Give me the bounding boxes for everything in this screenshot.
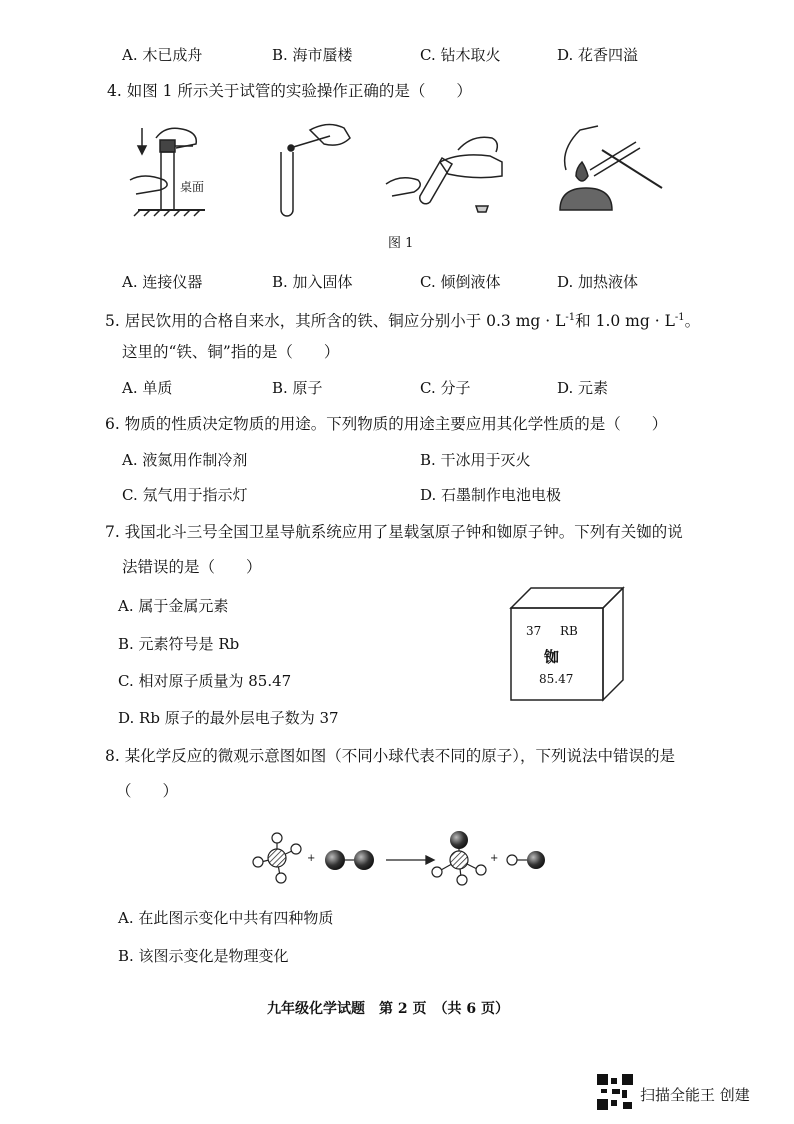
q7-option-d: D. Rb 原子的最外层电子数为 37 bbox=[118, 709, 339, 727]
q4-option-d: D. 加热液体 bbox=[557, 273, 639, 291]
q4-option-c: C. 倾倒液体 bbox=[420, 273, 501, 291]
element-number: 37 bbox=[526, 624, 542, 638]
q6-stem: 6. 物质的性质决定物质的用途。下列物质的用途主要应用其化学性质的是（ ） bbox=[105, 415, 668, 433]
q4-stem: 4. 如图 1 所示关于试管的实验操作正确的是（ ） bbox=[107, 82, 472, 100]
q8-stem-line1: 8. 某化学反应的微观示意图如图（不同小球代表不同的原子），下列说法中错误的是 bbox=[105, 747, 675, 765]
q7-stem-line1: 7. 我国北斗三号全国卫星导航系统应用了星载氢原子钟和铷原子钟。下列有关铷的说 bbox=[105, 523, 683, 541]
q6-option-c: C. 氖气用于指示灯 bbox=[122, 486, 248, 504]
reaction-arrow bbox=[386, 856, 434, 864]
q5-option-c: C. 分子 bbox=[420, 379, 471, 397]
element-symbol: RB bbox=[560, 624, 578, 638]
plus-sign-1: + bbox=[307, 853, 316, 864]
scanner-watermark: 扫描全能王 创建 bbox=[640, 1086, 750, 1104]
desk-label: 桌面 bbox=[180, 180, 205, 194]
q6-option-d: D. 石墨制作电池电极 bbox=[420, 486, 562, 504]
q8-stem-line2: （ ） bbox=[116, 782, 179, 800]
reactant-molecule-2 bbox=[325, 850, 374, 870]
element-mass: 85.47 bbox=[539, 672, 574, 686]
q4-option-a: A. 连接仪器 bbox=[122, 273, 203, 291]
q3-option-b: B. 海市蜃楼 bbox=[272, 46, 353, 64]
plus-sign-2: + bbox=[490, 853, 499, 864]
q7-stem-line2: 法错误的是（ ） bbox=[122, 558, 262, 576]
q5-stem-line1: 5. 居民饮用的合格自来水，其所含的铁、铜应分别小于 0.3 mg · $L^{-1}$和 1.0 mg · $L^{-1}$。 bbox=[105, 312, 701, 331]
qr-code-icon bbox=[597, 1074, 633, 1110]
q7-option-a: A. 属于金属元素 bbox=[118, 597, 229, 615]
figure-1-caption: 图 1 bbox=[388, 236, 414, 251]
q7-option-b: B. 元素符号是 Rb bbox=[118, 635, 240, 653]
product-molecule-2 bbox=[507, 851, 545, 869]
q3-option-c: C. 钻木取火 bbox=[420, 46, 501, 64]
product-molecule-1 bbox=[432, 831, 486, 885]
q5-option-a: A. 单质 bbox=[122, 379, 173, 397]
q5-stem-line2: 这里的“铁、铜”指的是（ ） bbox=[122, 343, 340, 361]
reactant-molecule-1 bbox=[253, 833, 301, 883]
q3-option-a: A. 木已成舟 bbox=[122, 46, 203, 64]
q8-option-a: A. 在此图示变化中共有四种物质 bbox=[118, 909, 334, 927]
q8-option-b: B. 该图示变化是物理变化 bbox=[118, 947, 289, 965]
page-footer: 九年级化学试题 第 2 页 （共 6 页） bbox=[267, 1001, 509, 1017]
q7-option-c: C. 相对原子质量为 85.47 bbox=[118, 672, 292, 690]
q4-option-b: B. 加入固体 bbox=[272, 273, 353, 291]
q5-option-d: D. 元素 bbox=[557, 379, 609, 397]
element-name: 铷 bbox=[544, 648, 560, 666]
q6-option-a: A. 液氮用作制冷剂 bbox=[122, 451, 248, 469]
q3-option-d: D. 花香四溢 bbox=[557, 46, 639, 64]
q6-option-b: B. 干冰用于灭火 bbox=[420, 451, 531, 469]
q5-option-b: B. 原子 bbox=[272, 379, 323, 397]
